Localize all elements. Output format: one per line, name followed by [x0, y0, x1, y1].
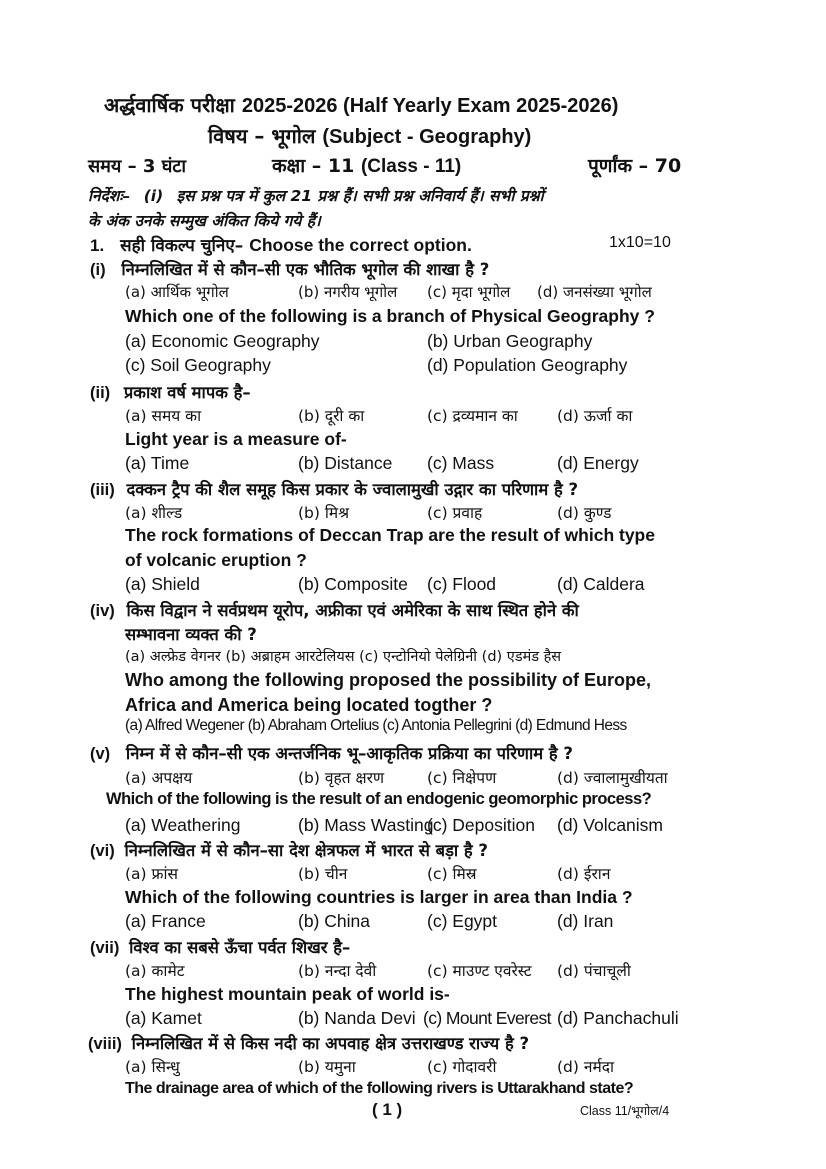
question-i-english: Which one of the following is a branch of Physical Geography ? — [125, 306, 655, 326]
q1-heading: 1. सही विकल्प चुनिए– Choose the correct option. — [90, 235, 472, 256]
question-iv-english-1: Who among the following proposed the possibility of Europe, — [125, 670, 651, 690]
question-iv-hindi-2: सम्भावना व्यक्त की ? — [125, 625, 257, 644]
max-marks: पूर्णांक – 70 — [588, 155, 682, 177]
q1-marks: 1x10=10 — [609, 234, 671, 251]
question-iv-options-hindi: (a) अल्फ्रेड वेगनर (b) अब्राहम आरटेलियस (c) एन्टोनियो पेलेग्रिनी (d) एडमंड हैस — [125, 649, 562, 665]
question-viii-english: The drainage area of which of the following rivers is Uttarakhand state? — [125, 1080, 634, 1097]
question-vii-english: The highest mountain peak of world is- — [125, 984, 450, 1004]
page-number: ( 1 ) — [372, 1100, 403, 1119]
question-vi-hindi: (vi) निम्नलिखित में से कौन–सा देश क्षेत्रफल में भारत से बड़ा है ? — [90, 841, 489, 860]
paper-code: Class 11/भूगोल/4 — [580, 1104, 670, 1118]
question-i-hindi: (i) निम्नलिखित में से कौन–सी एक भौतिक भूगोल की शाखा है ? — [90, 260, 490, 279]
subject-title: विषय – भूगोल (Subject - Geography) — [208, 124, 532, 148]
question-iv-options-english: (a) Alfred Wegener (b) Abraham Ortelius (c) Antonia Pellegrini (d) Edmund Hess — [125, 717, 627, 734]
time-label: समय – 3 घंटा — [88, 156, 187, 177]
class-label: कक्षा – 11 (Class - 11) — [272, 155, 462, 177]
question-ii-english: Light year is a measure of- — [125, 429, 347, 449]
question-v-hindi: (v) निम्न में से कौन–सी एक अन्तर्जनिक भू–आकृतिक प्रक्रिया का परिणाम है ? — [90, 744, 573, 763]
instructions-line-2: के अंक उनके सम्मुख अंकित किये गये हैं। — [88, 212, 321, 230]
question-iii-english-1: The rock formations of Deccan Trap are the result of which type — [125, 525, 655, 545]
question-viii-hindi: (viii) निम्नलिखित में से किस नदी का अपवाह क्षेत्र उत्तराखण्ड राज्य है ? — [88, 1034, 530, 1053]
question-ii-hindi: (ii) प्रकाश वर्ष मापक है– — [90, 383, 251, 402]
question-v-english: Which of the following is the result of an endogenic geomorphic process? — [106, 790, 652, 808]
question-iii-hindi: (iii) दक्कन ट्रैप की शैल समूह किस प्रकार के ज्वालामुखी उद्गार का परिणाम है ? — [90, 480, 579, 499]
instructions-line-1: निर्देशः– (i) इस प्रश्न पत्र में कुल 21 प्रश्न हैं। सभी प्रश्न अनिवार्य हैं। सभी प्रश्नों — [88, 187, 544, 205]
question-iv-hindi-1: (iv) किस विद्वान ने सर्वप्रथम यूरोप, अफ्रीका एवं अमेरिका के साथ स्थित होने की — [90, 601, 579, 620]
question-iii-english-2: of volcanic eruption ? — [125, 550, 307, 570]
question-vi-english: Which of the following countries is larger in area than India ? — [125, 887, 633, 907]
question-iv-english-2: Africa and America being located togther ? — [125, 695, 493, 715]
question-vii-hindi: (vii) विश्व का सबसे ऊँचा पर्वत शिखर है– — [90, 938, 351, 957]
exam-title: अर्द्धवार्षिक परीक्षा 2025-2026 (Half Yearly Exam 2025-2026) — [104, 93, 619, 117]
